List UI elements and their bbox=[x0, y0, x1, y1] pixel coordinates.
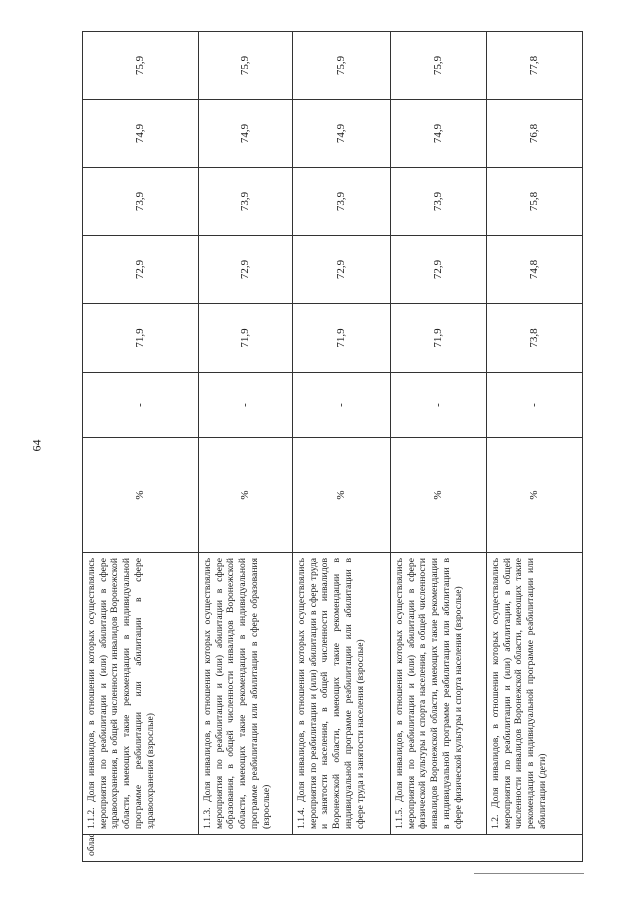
value-cell: 74,9 bbox=[391, 100, 487, 168]
value-cell: 74,8 bbox=[487, 236, 583, 304]
value-cell: 73,9 bbox=[391, 168, 487, 236]
value-cell: 73,9 bbox=[83, 168, 199, 236]
table-row bbox=[391, 32, 487, 862]
footnote-divider bbox=[474, 873, 584, 874]
value-cell: 71,9 bbox=[293, 304, 391, 373]
value-cell: 71,9 bbox=[199, 304, 293, 373]
indicator-table-container bbox=[82, 32, 582, 862]
region-cell: области bbox=[83, 835, 583, 862]
value-cell: - bbox=[391, 373, 487, 438]
value-cell: 73,8 bbox=[487, 304, 583, 373]
unit-cell: % bbox=[293, 438, 391, 553]
value-cell: 75,9 bbox=[391, 32, 487, 100]
value-cell: 72,9 bbox=[293, 236, 391, 304]
value-cell: 74,9 bbox=[293, 100, 391, 168]
indicator-table bbox=[82, 31, 583, 862]
value-cell: 74,9 bbox=[83, 100, 199, 168]
table-row bbox=[293, 32, 391, 862]
value-cell: - bbox=[199, 373, 293, 438]
indicator-description: 1.2. Доля инвалидов, в отношении которых осуществлялись мероприятия по реабилитации и (или) абилитации, в общей численности инвалидов Воронежской области, имеющих такие рекомендации в индивидуальной программе реабилитации или абилитации (дети) bbox=[487, 553, 583, 835]
table-row bbox=[83, 32, 199, 862]
unit-cell: % bbox=[391, 438, 487, 553]
value-cell: 72,9 bbox=[391, 236, 487, 304]
indicator-description: 1.1.5. Доля инвалидов, в отношении которых осуществлялись мероприятия по реабилитации и (или) абилитации в сфере физической культуры и спорта населения, в общей численности инвалидов Воронежской области, имеющих такие рекомендации в индивидуальной программе реабилитации или абилитации в сфере физической культуры и спорта населения (взрослые) bbox=[391, 553, 487, 835]
value-cell: 75,8 bbox=[487, 168, 583, 236]
value-cell: 74,9 bbox=[199, 100, 293, 168]
value-cell: - bbox=[293, 373, 391, 438]
table-row bbox=[487, 32, 583, 862]
indicator-description: 1.1.2. Доля инвалидов, в отношении которых осуществлялись мероприятия по реабилитации и (или) абилитации в сфере здравоохранения, в общей численности инвалидов Воронежской области, имеющих такие рекомендации в индивидуальной программе реабилитации или абилитации в сфере здравоохранения (взрослые) bbox=[83, 553, 199, 835]
value-cell: 73,9 bbox=[199, 168, 293, 236]
value-cell: 72,9 bbox=[199, 236, 293, 304]
value-cell: 73,9 bbox=[293, 168, 391, 236]
value-cell: 71,9 bbox=[83, 304, 199, 373]
value-cell: 77,8 bbox=[487, 32, 583, 100]
value-cell: 72,9 bbox=[83, 236, 199, 304]
value-cell: 75,9 bbox=[293, 32, 391, 100]
value-cell: 75,9 bbox=[199, 32, 293, 100]
value-cell: - bbox=[83, 373, 199, 438]
unit-cell: % bbox=[83, 438, 199, 553]
indicator-description: 1.1.4. Доля инвалидов, в отношении которых осуществлялись мероприятия по реабилитации и (или) абилитации в сфере труда и занятости населения, в общей численности инвалидов Воронежской области, имеющих такие рекомендации в индивидуальной программе реабилитации или абилитации в сфере труда и занятости населения (взрослые) bbox=[293, 553, 391, 835]
value-cell: 76,8 bbox=[487, 100, 583, 168]
unit-cell: % bbox=[199, 438, 293, 553]
page-number: 64 bbox=[29, 439, 44, 452]
unit-cell: % bbox=[487, 438, 583, 553]
value-cell: - bbox=[487, 373, 583, 438]
value-cell: 71,9 bbox=[391, 304, 487, 373]
table-row bbox=[199, 32, 293, 862]
indicator-description: 1.1.3. Доля инвалидов, в отношении которых осуществлялись мероприятия по реабилитации и (или) абилитации в сфере образования, в общей численности инвалидов Воронежской области, имеющих такие рекомендации в индивидуальной программе реабилитации или абилитации в сфере образования (взрослые) bbox=[199, 553, 293, 835]
value-cell: 75,9 bbox=[83, 32, 199, 100]
